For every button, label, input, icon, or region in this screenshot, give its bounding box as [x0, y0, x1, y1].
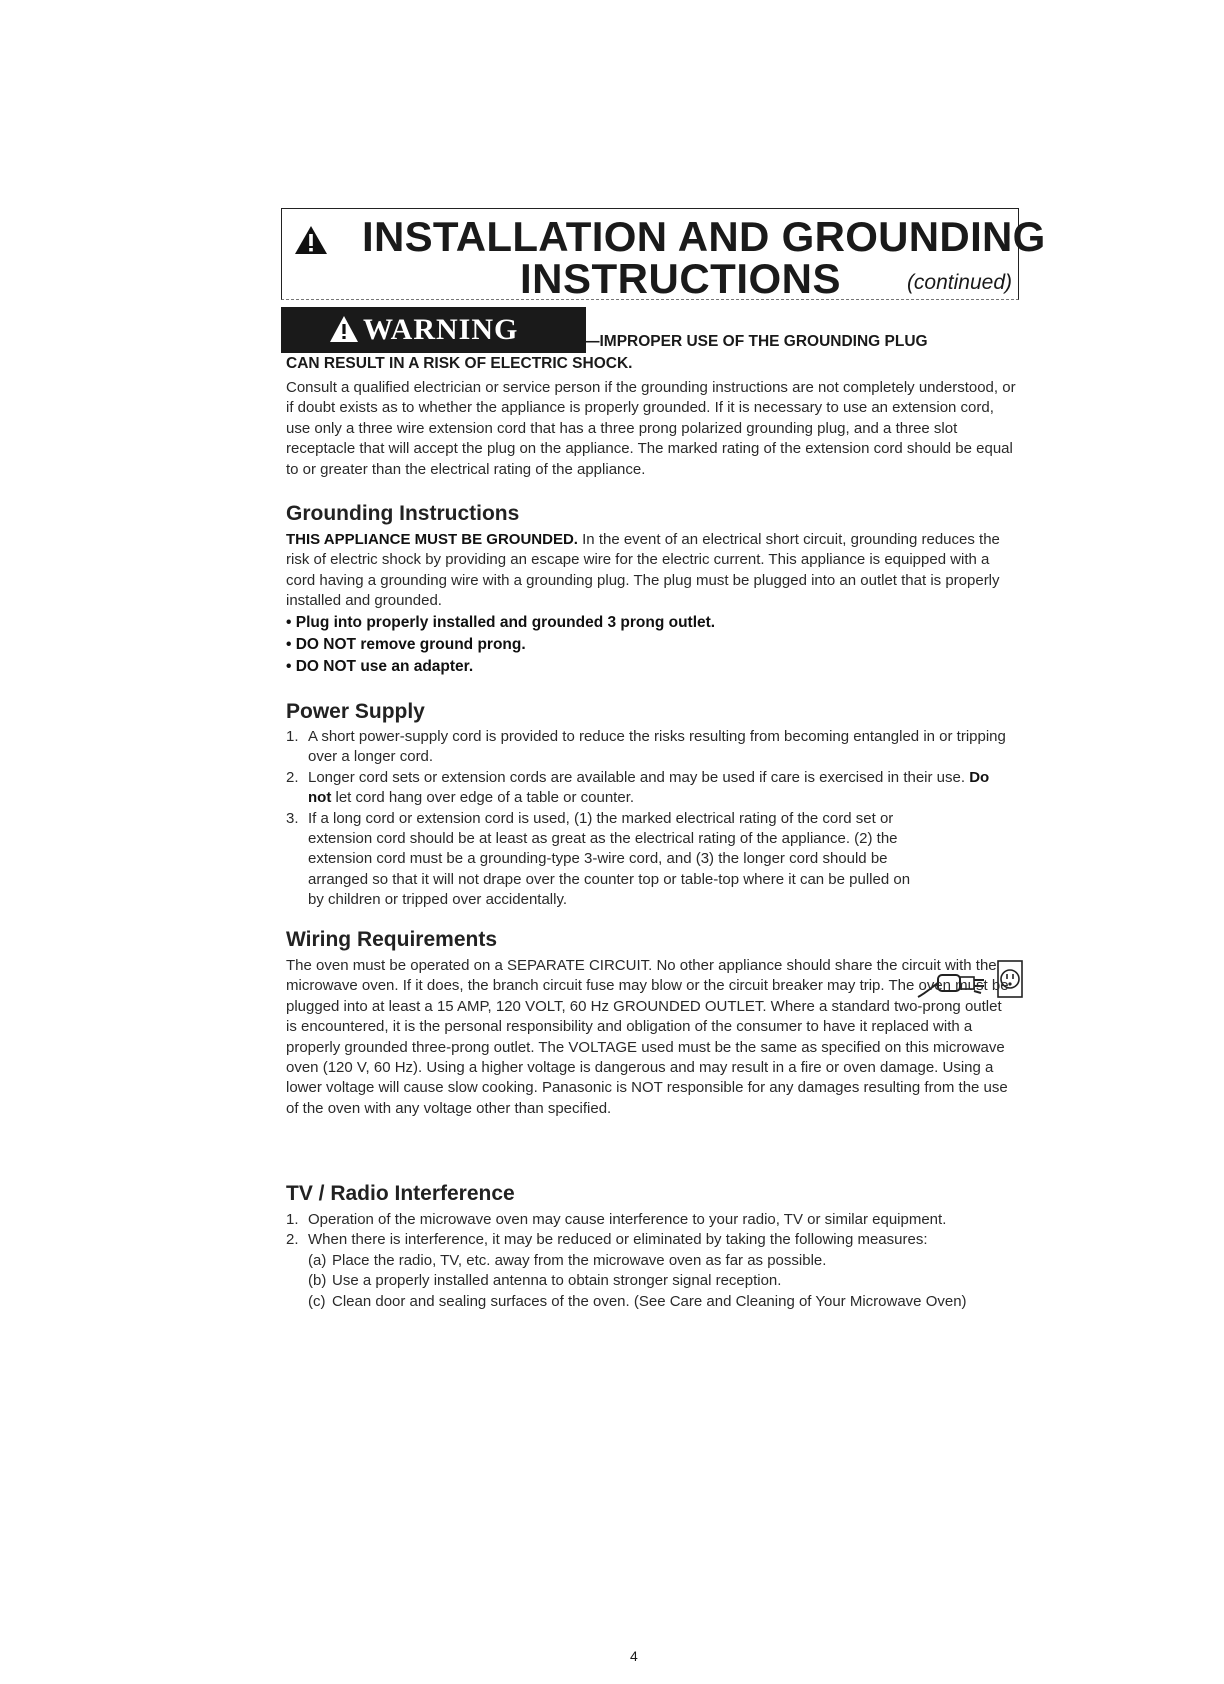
page-title: INSTALLATION AND GROUNDING	[362, 213, 1046, 260]
warning-body	[286, 378, 1016, 480]
measure-item: (c) Clean door and sealing surfaces of the oven. (See Care and Cleaning of Your Microwave Oven)	[308, 1292, 967, 1310]
measure-item: (a) Place the radio, TV, etc. away from the microwave oven as far as possible.	[308, 1251, 827, 1269]
grounding-lead: THIS APPLIANCE MUST BE GROUNDED.	[286, 531, 578, 548]
warning-label: WARNING	[363, 313, 519, 346]
grounding-bullet: • DO NOT remove ground prong.	[286, 635, 526, 653]
warning-badge	[281, 307, 586, 353]
grounding-paragraph	[286, 530, 1016, 612]
continued-label: (continued)	[906, 271, 1012, 294]
list-item: 2. When there is interference, it may be reduced or eliminated by taking the following measures:	[286, 1231, 928, 1249]
grounding-body: In the event of an electrical short circuit, grounding reduces the risk of electric shock by providing an escape wire for the electric current. This appliance is equipped with a cord having a grounding wire with a grounding plug. The plug must be plugged into an outlet that is properly installed and grounded.	[286, 531, 1000, 610]
list-item: 3. If a long cord or extension cord is used, (1) the marked electrical rating of the cord set or extension cord should be at least as great as the electrical rating of the appliance. (2) the extension cord must be a grounding-type 3-wire cord, and (3) the longer cord should be arranged so that it will not drape over the counter top or table-top where it can be pulled on by children or tripped over accidentally.	[286, 809, 911, 909]
warning-triangle-icon	[329, 315, 359, 343]
section-title-wiring: Wiring Requirements	[286, 928, 498, 951]
measures-list	[286, 1251, 1006, 1312]
list-item: 1. Operation of the microwave oven may cause interference to your radio, TV or similar equipment.	[286, 1211, 947, 1228]
section-title-tv-radio: TV / Radio Interference	[286, 1182, 515, 1205]
grounding-bullet: • DO NOT use an adapter.	[286, 657, 474, 675]
grounding-section	[286, 530, 1016, 678]
section-title-grounding: Grounding Instructions	[286, 502, 520, 525]
warning-paragraph: Consult a qualified electrician or service person if the grounding instructions are not completely understood, or if doubt exists as to whether the appliance is properly grounded. If it is necessary to use an extension cord, use only a three wire extension cord that has a three prong polarized grounding plug, and a three slot receptacle that will accept the plug on the appliance. The marked rating of the extension cord should be equal to or greater than the electrical rating of the appliance.	[286, 379, 1016, 478]
warning-message-continued: CAN RESULT IN A RISK OF ELECTRIC SHOCK.	[286, 355, 633, 372]
wiring-section	[286, 956, 1016, 1119]
title-box	[281, 208, 1046, 302]
wiring-paragraph: The oven must be operated on a SEPARATE CIRCUIT. No other appliance should share the circuit with the microwave oven. If it does, the branch circuit fuse may blow or the circuit breaker may trip. The oven must be plugged into at least a 15 AMP, 120 VOLT, 60 Hz GROUNDED OUTLET. Where a standard two-prong outlet is encountered, it is the personal responsibility and obligation of the consumer to have it replaced with a properly grounded three-prong outlet. The VOLTAGE used must be the same as specified on this microwave oven (120 V, 60 Hz). Using a higher voltage is dangerous and may result in a fire or oven damage. Using a lower voltage will cause slow cooking. Panasonic is NOT responsible for any damages resulting from the use of the oven with any voltage other than specified.	[286, 957, 1009, 1117]
warning-triangle-icon	[294, 225, 328, 255]
measure-item: (b) Use a properly installed antenna to obtain stronger signal reception.	[308, 1272, 782, 1290]
grounding-bullet: • Plug into properly installed and grounded 3 prong outlet.	[286, 613, 716, 631]
list-item: 1. A short power-supply cord is provided to reduce the risks resulting from becoming entangled in or tripping over a longer cord.	[286, 728, 1006, 766]
page-number: 4	[630, 1648, 638, 1664]
power-supply-section	[286, 727, 1006, 911]
tv-radio-section	[286, 1210, 1006, 1312]
page-title-line2: INSTRUCTIONS	[520, 255, 841, 302]
list-item: 2. Longer cord sets or extension cords are available and may be used if care is exercised in their use. Do not let cord hang over edge of a table or counter.	[286, 768, 990, 807]
section-title-power-supply: Power Supply	[286, 700, 425, 723]
warning-message: —IMPROPER USE OF THE GROUNDING PLUG	[584, 333, 928, 350]
